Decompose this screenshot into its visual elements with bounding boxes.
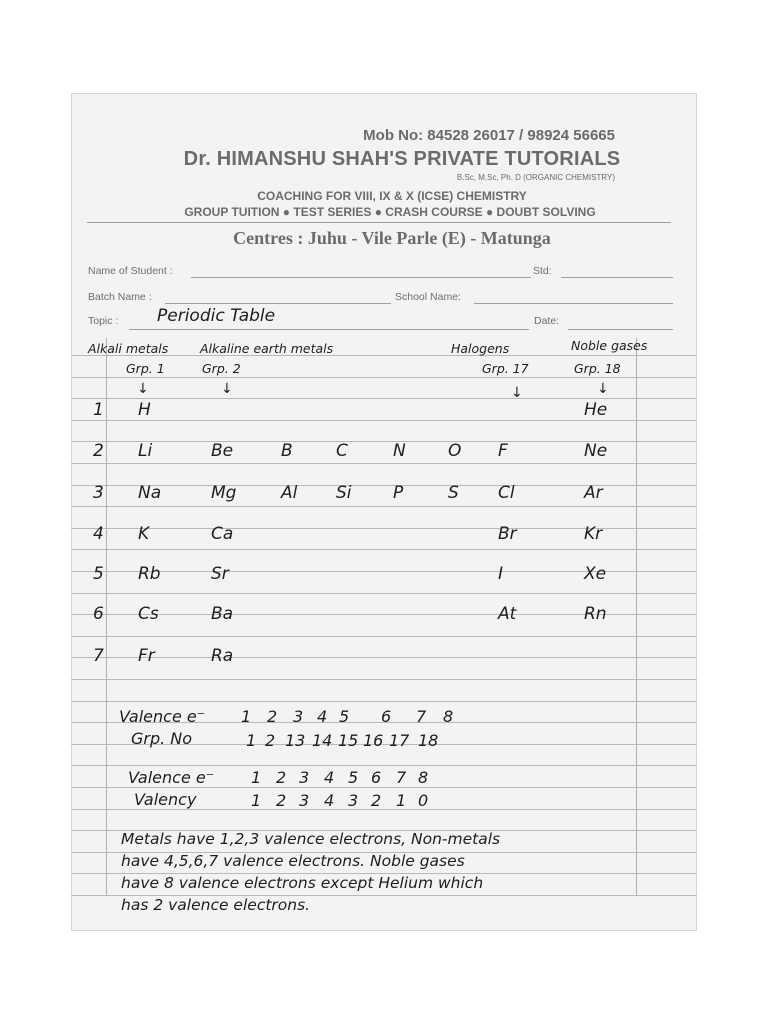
alkali-metals-heading: Alkali metals — [88, 341, 169, 356]
group-number-value: 14 — [312, 731, 333, 750]
notes-line: have 8 valence electrons except Helium which — [121, 874, 484, 892]
element-symbol: Li — [138, 441, 153, 461]
ruled-line — [71, 657, 697, 658]
period-number: 4 — [93, 524, 104, 544]
ruled-line — [71, 679, 697, 680]
ruled-line — [71, 765, 697, 766]
valency-value: 2 — [276, 791, 287, 810]
valency-value: 1 — [396, 791, 407, 810]
ruled-line — [71, 485, 697, 486]
ruled-line — [71, 549, 697, 550]
element-symbol: Br — [498, 524, 517, 544]
ruled-line — [71, 701, 697, 702]
date-line — [568, 329, 673, 330]
valence-electron-value: 8 — [418, 768, 429, 787]
topic-value: Periodic Table — [157, 306, 276, 326]
group-1-label: Grp. 1 — [126, 361, 165, 376]
alkaline-earth-heading: Alkaline earth metals — [200, 341, 334, 356]
ruled-line — [71, 420, 697, 421]
valence-electron-value: 3 — [293, 707, 304, 726]
group-number-value: 18 — [418, 731, 439, 750]
element-symbol: Si — [336, 483, 352, 503]
valence-electron-value: 1 — [251, 768, 262, 787]
element-symbol: Al — [281, 483, 298, 503]
element-symbol: At — [498, 604, 517, 624]
element-symbol: Ba — [211, 604, 234, 624]
halogens-heading: Halogens — [451, 341, 510, 356]
element-symbol: Mg — [211, 483, 237, 503]
element-symbol: B — [281, 441, 293, 461]
element-symbol: Rb — [138, 564, 161, 584]
valency-value: 1 — [251, 791, 262, 810]
notes-paragraph — [121, 828, 681, 916]
down-arrow-icon: ↓ — [597, 381, 609, 397]
element-symbol: K — [138, 524, 150, 544]
group-number-value: 17 — [389, 731, 410, 750]
tutorials-title: Dr. HIMANSHU SHAH'S PRIVATE TUTORIALS — [183, 148, 621, 170]
element-symbol: He — [584, 400, 608, 420]
valency-value: 0 — [418, 791, 429, 810]
period-number: 1 — [93, 400, 104, 420]
ruled-line — [71, 377, 697, 378]
valence-electron-value: 6 — [381, 707, 392, 726]
valence-electron-value: 4 — [317, 707, 328, 726]
element-symbol: C — [336, 441, 348, 461]
element-symbol: Ca — [211, 524, 234, 544]
valence-electron-value: 3 — [299, 768, 310, 787]
ruled-line — [71, 528, 697, 529]
left-margin-line — [106, 338, 107, 896]
period-number: 7 — [93, 646, 104, 666]
ruled-line — [71, 398, 697, 399]
ruled-line — [71, 506, 697, 507]
valence-electron-value: 7 — [396, 768, 407, 787]
period-number: 3 — [93, 483, 104, 503]
ruled-line — [71, 809, 697, 810]
group-number-value: 16 — [363, 731, 384, 750]
header-divider — [87, 222, 671, 223]
coaching-line: COACHING FOR VIII, IX & X (ICSE) CHEMISTRY — [257, 189, 527, 203]
date-label: Date: — [534, 315, 560, 327]
element-symbol: Ar — [584, 483, 603, 503]
down-arrow-icon: ↓ — [137, 381, 149, 397]
student-name-label: Name of Student : — [88, 265, 173, 277]
period-number: 2 — [93, 441, 104, 461]
mobile-number: Mob No: 84528 26017 / 98924 56665 — [363, 127, 615, 144]
element-symbol: Ne — [584, 441, 608, 461]
group-number-value: 2 — [265, 731, 276, 750]
element-symbol: F — [498, 441, 508, 461]
element-symbol: Kr — [584, 524, 603, 544]
qualifications: B.Sc, M.Sc, Ph. D (ORGANIC CHEMISTRY) — [456, 173, 615, 182]
element-symbol: N — [393, 441, 406, 461]
valence-electron-value: 2 — [267, 707, 278, 726]
notes-line: has 2 valence electrons. — [121, 896, 311, 914]
period-number: 5 — [93, 564, 104, 584]
down-arrow-icon: ↓ — [511, 385, 523, 401]
topic-label: Topic : — [88, 315, 119, 327]
valence-electron-value: 6 — [371, 768, 382, 787]
element-symbol: P — [393, 483, 404, 503]
element-symbol: Cs — [138, 604, 159, 624]
element-symbol: I — [498, 564, 504, 584]
element-symbol: Sr — [211, 564, 229, 584]
ruled-line — [71, 787, 697, 788]
school-name-line — [474, 303, 673, 304]
valence-electron-value: 7 — [416, 707, 427, 726]
batch-name-label: Batch Name : — [88, 291, 152, 303]
valence-electron-value: 5 — [339, 707, 350, 726]
student-name-line — [191, 277, 531, 278]
valency-label: Valency — [134, 790, 197, 809]
element-symbol: Xe — [584, 564, 607, 584]
valency-value: 3 — [348, 791, 359, 810]
element-symbol: O — [448, 441, 462, 461]
down-arrow-icon: ↓ — [221, 381, 233, 397]
ruled-line — [71, 593, 697, 594]
valency-value: 4 — [324, 791, 335, 810]
ruled-line — [71, 636, 697, 637]
valence-electron-value: 4 — [324, 768, 335, 787]
notebook-page — [71, 93, 697, 931]
batch-name-line — [165, 303, 391, 304]
element-symbol: S — [448, 483, 459, 503]
period-number: 6 — [93, 604, 104, 624]
ruled-line — [71, 463, 697, 464]
valence-electron-value: 8 — [443, 707, 454, 726]
element-symbol: Cl — [498, 483, 515, 503]
group-number-value: 1 — [246, 731, 257, 750]
group-number-label: Grp. No — [131, 729, 193, 748]
group-18-label: Grp. 18 — [574, 361, 621, 376]
element-symbol: Be — [211, 441, 234, 461]
valence-electron-value: 2 — [276, 768, 287, 787]
std-line — [561, 277, 673, 278]
element-symbol: Rn — [584, 604, 607, 624]
valence-electron-value: 5 — [348, 768, 359, 787]
valence-electron-value: 1 — [241, 707, 252, 726]
noble-gases-heading: Noble gases — [571, 338, 648, 353]
valence-electrons-label: Valence e⁻ — [128, 768, 215, 787]
right-margin-line — [636, 338, 637, 896]
services-line: GROUP TUITION ● TEST SERIES ● CRASH COURSE ● DOUBT SOLVING — [184, 205, 596, 219]
group-number-value: 13 — [285, 731, 306, 750]
valence-electrons-label: Valence e⁻ — [119, 707, 206, 726]
notes-line: have 4,5,6,7 valence electrons. Noble gases — [121, 852, 465, 870]
element-symbol: Ra — [211, 646, 234, 666]
topic-line — [129, 329, 529, 330]
element-symbol: H — [138, 400, 151, 420]
school-name-label: School Name: — [395, 291, 461, 303]
group-number-value: 15 — [338, 731, 359, 750]
group-2-label: Grp. 2 — [202, 361, 241, 376]
std-label: Std: — [533, 265, 552, 277]
group-17-label: Grp. 17 — [482, 361, 529, 376]
valency-value: 3 — [299, 791, 310, 810]
element-symbol: Na — [138, 483, 162, 503]
valency-value: 2 — [371, 791, 382, 810]
centres-line: Centres : Juhu - Vile Parle (E) - Matunga — [233, 228, 551, 248]
element-symbol: Fr — [138, 646, 155, 666]
notes-line: Metals have 1,2,3 valence electrons, Non-metals — [121, 830, 501, 848]
